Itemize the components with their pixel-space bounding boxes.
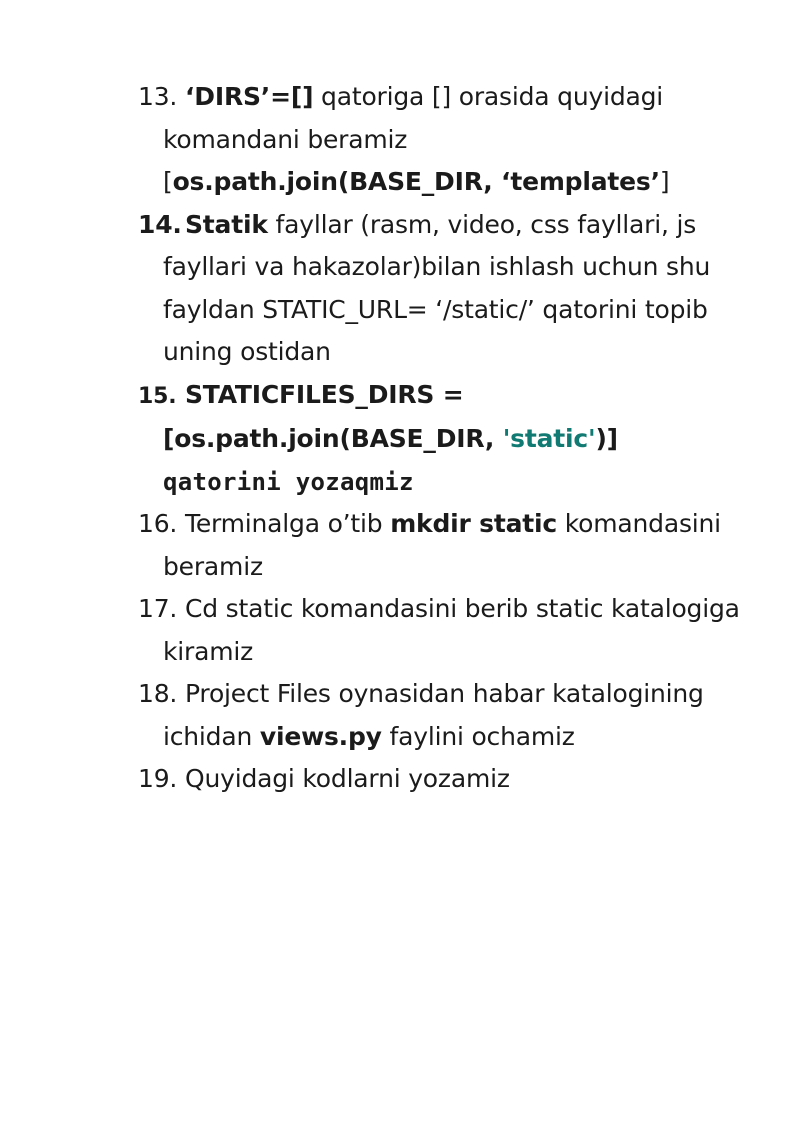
- item-number: 15.: [138, 383, 177, 409]
- bold-lead: ‘DIRS’=[]: [185, 82, 314, 111]
- item-text: Quyidagi kodlarni yozamiz: [185, 764, 510, 793]
- code-line-1: STATICFILES_DIRS =: [185, 379, 464, 409]
- item-text-end: faylini ochamiz: [381, 721, 575, 751]
- list-item-14: [138, 204, 778, 374]
- filename-text: views.py: [259, 721, 382, 751]
- item-number: 16.: [138, 509, 178, 538]
- bracket-close: ]: [659, 167, 670, 196]
- list-item-18: [138, 673, 778, 758]
- command-text: mkdir static: [390, 509, 558, 538]
- item-number: 19.: [138, 764, 178, 793]
- item-text-end: komandasini beramiz: [163, 509, 721, 581]
- item-number: 18.: [138, 679, 178, 708]
- mono-text: qatorini yozaqmiz: [163, 467, 414, 496]
- item-text: Project Files oynasidan habar katalogining ichidan: [163, 679, 704, 751]
- bold-lead: Statik: [185, 209, 268, 239]
- item-number: 13.: [138, 82, 178, 111]
- list-item-19: [138, 758, 778, 801]
- code-string-literal: 'static': [502, 424, 596, 453]
- item-text: fayllar (rasm, video, css fayllari, js fayllari va hakazolar)bilan ishlash uchun shu fayldan STATIC_URL= ‘/static/’ qatorini topib uning ostidan: [163, 209, 711, 366]
- item-number: 14.: [138, 209, 182, 239]
- code-text: os.path.join(BASE_DIR, ‘templates’: [172, 167, 660, 196]
- code-line-2: [os.path.join(BASE_DIR,: [163, 424, 503, 453]
- item-number: 17.: [138, 594, 178, 623]
- list-item-17: [138, 588, 778, 673]
- list-item-15: [138, 374, 778, 504]
- item-text: qatoriga [] orasida quyidagi komandani beramiz: [163, 82, 664, 154]
- code-line-2-end: )]: [595, 424, 618, 453]
- item-text: Cd static komandasini berib static katalogiga kiramiz: [163, 594, 740, 666]
- item-text: Terminalga o’tib: [185, 509, 391, 538]
- list-item-16: [138, 503, 778, 588]
- bracket-open: [: [163, 167, 173, 196]
- list-item-13: [138, 76, 778, 204]
- instruction-list: [138, 76, 778, 801]
